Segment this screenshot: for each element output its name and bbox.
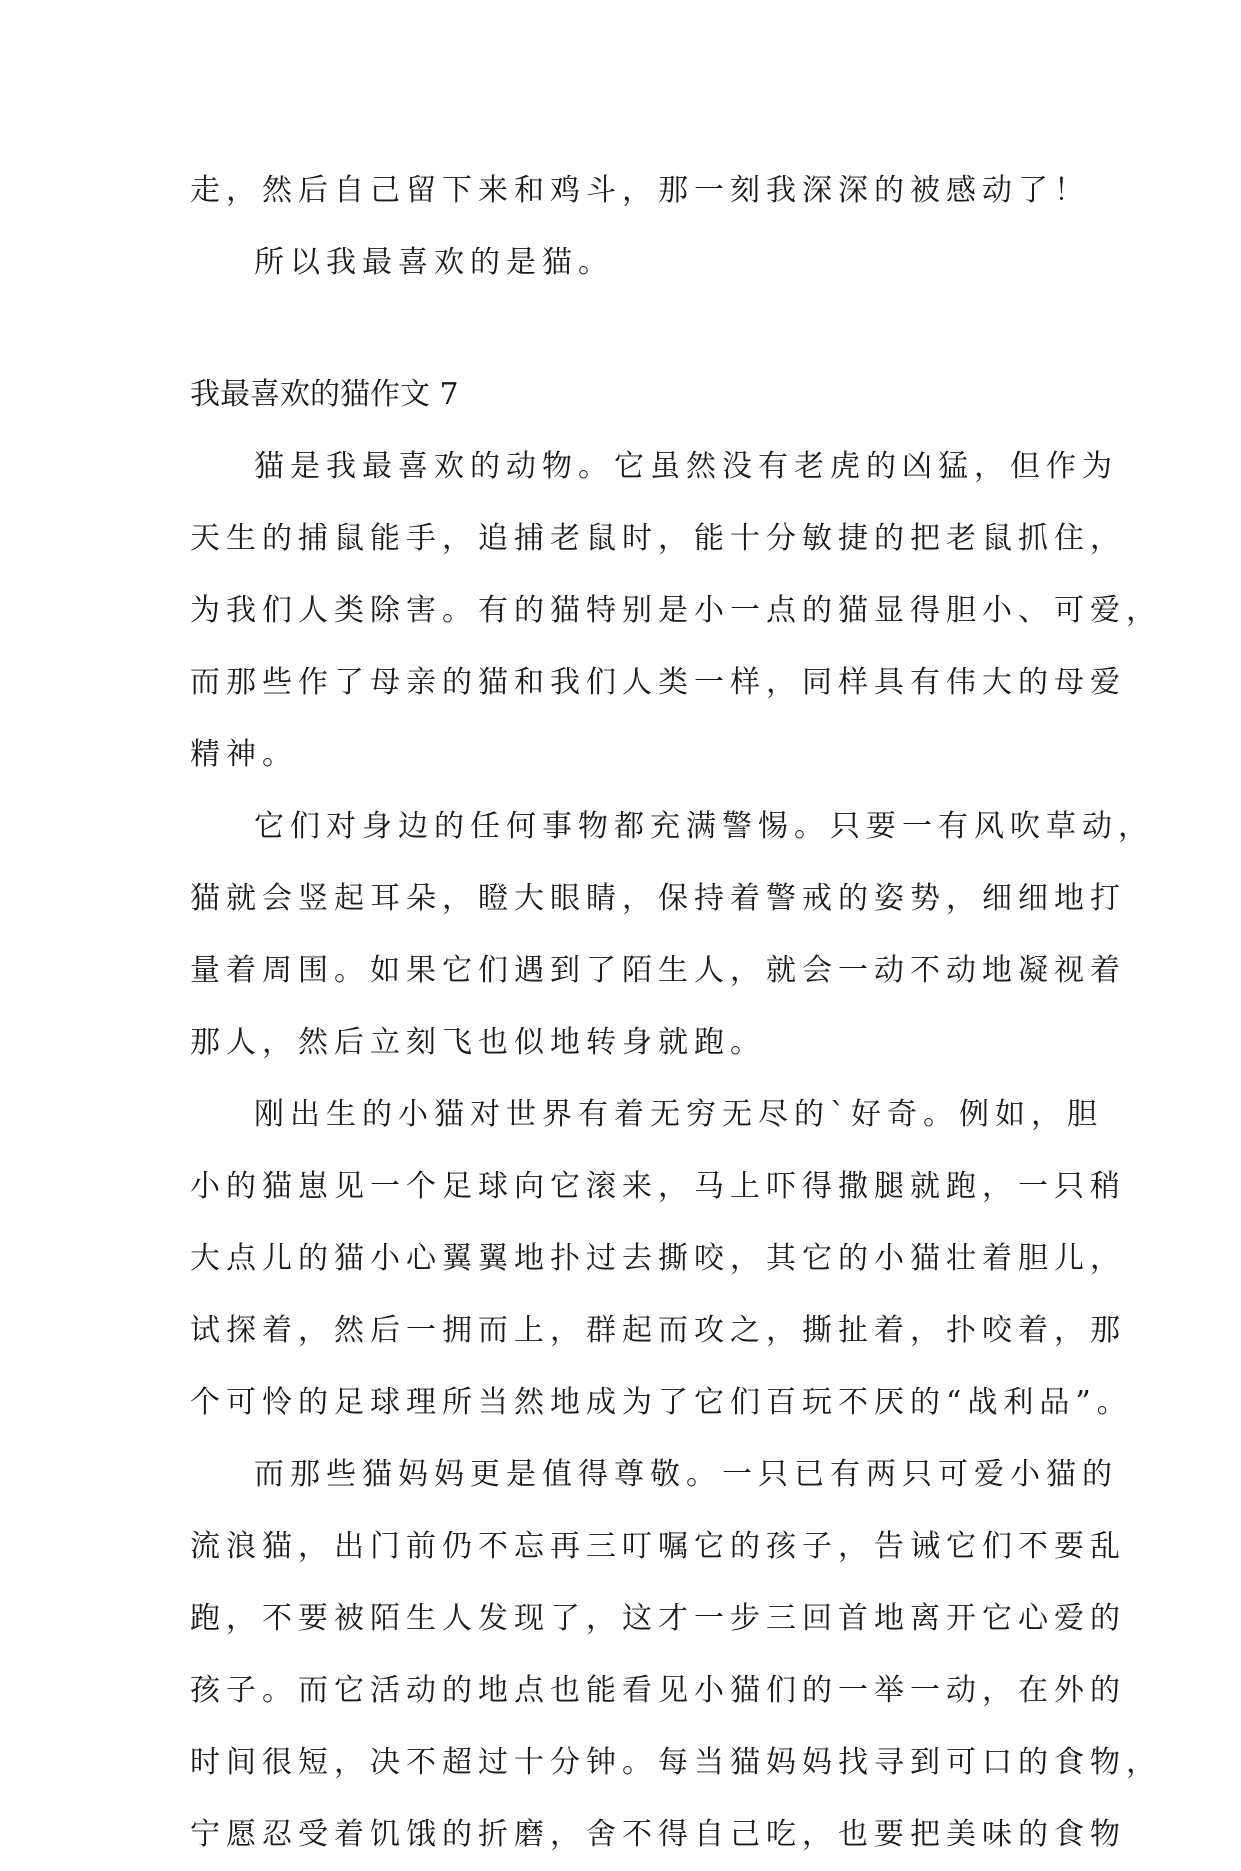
paragraph-line: 刚出生的小猫对世界有着无穷无尽的`好奇。例如，胆 xyxy=(254,1097,1103,1132)
paragraph-4 xyxy=(190,1439,1162,1871)
paragraph-line: 而那些作了母亲的猫和我们人类一样，同样具有伟大的母爱 xyxy=(190,665,1126,700)
paragraph-line: 个可怜的足球理所当然地成为了它们百玩不厌的“战利品”。 xyxy=(190,1385,1133,1420)
paragraph-line: 那人，然后立刻飞也似地转身就跑。 xyxy=(190,1025,766,1060)
paragraph-line: 量着周围。如果它们遇到了陌生人，就会一动不动地凝视着 xyxy=(190,953,1126,988)
previous-essay-conclusion: 所以我最喜欢的是猫。 xyxy=(254,245,614,280)
paragraph-line: 而那些猫妈妈更是值得尊敬。一只已有两只可爱小猫的 xyxy=(254,1457,1118,1492)
paragraph-line: 猫就会竖起耳朵，瞪大眼睛，保持着警戒的姿势，细细地打 xyxy=(190,881,1126,916)
section-title: 我最喜欢的猫作文 7 xyxy=(190,377,459,412)
previous-essay-ending-line: 走，然后自己留下来和鸡斗，那一刻我深深的被感动了！ xyxy=(190,173,1090,208)
paragraph-line: 为我们人类除害。有的猫特别是小一点的猫显得胆小、可爱， xyxy=(190,593,1162,628)
paragraph-line: 宁愿忍受着饥饿的折磨，舍不得自己吃，也要把美味的食物 xyxy=(190,1817,1126,1852)
paragraph-line: 大点儿的猫小心翼翼地扑过去撕咬，其它的小猫壮着胆儿， xyxy=(190,1241,1126,1276)
paragraph-line: 它们对身边的任何事物都充满警惕。只要一有风吹草动， xyxy=(254,809,1154,844)
paragraph-line: 天生的捕鼠能手，追捕老鼠时，能十分敏捷的把老鼠抓住， xyxy=(190,521,1126,556)
paragraph-line: 试探着，然后一拥而上，群起而攻之，撕扯着，扑咬着，那 xyxy=(190,1313,1126,1348)
paragraph-line: 精神。 xyxy=(190,737,298,772)
paragraph-1 xyxy=(190,431,1162,791)
paragraph-line: 小的猫崽见一个足球向它滚来，马上吓得撒腿就跑，一只稍 xyxy=(190,1169,1126,1204)
paragraph-line: 流浪猫，出门前仍不忘再三叮嘱它的孩子，告诫它们不要乱 xyxy=(190,1529,1126,1564)
paragraph-line: 跑，不要被陌生人发现了，这才一步三回首地离开它心爱的 xyxy=(190,1601,1126,1636)
paragraph-line: 猫是我最喜欢的动物。它虽然没有老虎的凶猛，但作为 xyxy=(254,449,1118,484)
paragraph-3 xyxy=(190,1079,1133,1439)
paragraph-line: 孩子。而它活动的地点也能看见小猫们的一举一动，在外的 xyxy=(190,1673,1126,1708)
section-spacer xyxy=(190,299,1052,359)
paragraph-2 xyxy=(190,791,1154,1079)
document-body xyxy=(190,155,1162,1871)
paragraph-line: 时间很短，决不超过十分钟。每当猫妈妈找寻到可口的食物， xyxy=(190,1745,1162,1780)
